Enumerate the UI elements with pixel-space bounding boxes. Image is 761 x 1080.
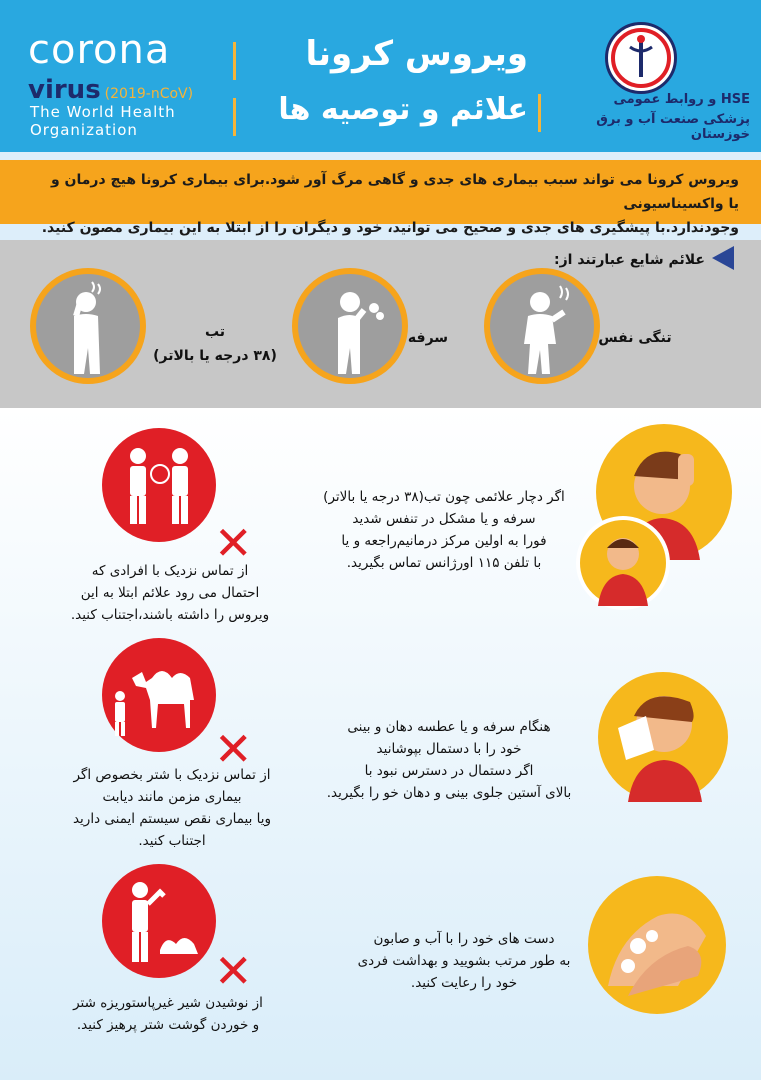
advice-text-2: [316, 716, 582, 804]
header-en-corona: corona: [28, 27, 171, 73]
camel-contact-icon: [102, 638, 216, 752]
x-mark-icon: ✕: [214, 944, 253, 998]
avoid-2-line2: بیماری مزمن مانند دیابت: [102, 789, 242, 805]
close-contact-icon: [102, 428, 216, 542]
fa-title-line2: علائم و توصیه ها: [278, 92, 528, 127]
advice-3-line3: خود را رعایت کنید.: [410, 975, 518, 991]
advice-1-line4: با تلفن ۱۱۵ اورژانس تماس بگیرید.: [346, 555, 542, 571]
avoid-2-line1: از تماس نزدیک با شتر بخصوص اگر: [73, 767, 271, 783]
advice-3-line1: دست های خود را با آب و صابون: [373, 931, 555, 947]
advice-text-1: [316, 486, 572, 574]
avoid-1-line2: احتمال می رود علائم ابتلا به این: [80, 585, 260, 601]
header-en-who-line2: Organization: [30, 121, 138, 139]
advice-2-line3: اگر دستمال در دسترس نبود با: [364, 763, 534, 779]
shortness-of-breath-icon: [484, 268, 600, 384]
avoid-text-3: [50, 992, 286, 1036]
x-mark-icon: ✕: [214, 516, 253, 570]
avoid-1-line3: ویروس را داشته باشند،اجتناب کنید.: [70, 607, 270, 623]
title-divider-left-2: [233, 98, 236, 136]
logo-icon: [608, 25, 674, 91]
avoid-1-line1: از تماس نزدیک با افرادی که: [91, 563, 249, 579]
triangle-marker-icon: [712, 246, 734, 270]
avoid-2-line4: اجتناب کنید.: [138, 833, 206, 849]
symptoms-heading: علائم شایع عبارتند از:: [553, 252, 705, 268]
advice-1-line3: فورا به اولین مرکز درمانیم‌راجعه و یا: [341, 533, 547, 549]
advice-1-line2: سرفه و یا مشکل در تنفس شدید: [352, 511, 536, 527]
org-name-line2: پزشکی صنعت آب و برق خوزستان: [596, 112, 750, 142]
avoid-text-1: [60, 560, 280, 626]
intro-text: [39, 168, 739, 240]
fever-icon: [30, 268, 146, 384]
symptom-label-breath: تنگی نفس: [598, 330, 672, 346]
camel-milk-icon: [102, 864, 216, 978]
virus-code: (2019-nCoV): [104, 86, 194, 102]
advice-3-line2: به طور مرتب بشویید و بهداشت فردی: [357, 953, 571, 969]
avoid-2-line3: ویا بیماری نقص سیستم ایمنی دارید: [72, 811, 272, 827]
symptom-label-fever-detail: (۳۸ درجه یا بالاتر): [153, 348, 277, 364]
symptom-label-cough: سرفه: [407, 330, 449, 346]
intro-line2: وجودندارد.با پیشگیری های جدی و صحیح می توانید، خود و دیگران را از ابتلا به این بیماری مصون کنید.: [41, 220, 739, 236]
avoid-text-2: [54, 764, 290, 852]
title-divider-left: [233, 42, 236, 80]
avoid-3-line2: و خوردن گوشت شتر پرهیز کنید.: [76, 1017, 260, 1033]
intro-line1: ویروس کرونا می تواند سبب بیماری های جدی و گاهی مرگ آور شود.برای بیماری کرونا هیچ درمان و یا واکسیناسیونی: [50, 172, 739, 212]
x-mark-icon: ✕: [214, 722, 253, 776]
header-en-who-line1: The World Health: [30, 103, 176, 121]
advice-2-line2: خود را با دستمال بپوشانید: [376, 741, 522, 757]
symptom-label-fever: تب: [204, 324, 226, 340]
advice-2-line4: بالای آستین جلوی بینی و دهان خو را بگیرید.: [326, 785, 572, 801]
intro-banner: [0, 160, 761, 236]
cough-icon: [292, 268, 408, 384]
avoid-3-line1: از نوشیدن شیر غیرپاستوریزه شتر: [73, 995, 263, 1011]
organization-logo: [605, 22, 677, 94]
fa-title-line1: ویروس کرونا: [305, 34, 528, 74]
advice-text-3: [346, 928, 582, 994]
advice-1-line1: اگر دچار علائمی چون تب(۳۸ درجه یا بالاتر): [323, 489, 565, 505]
advice-2-line1: هنگام سرفه و یا عطسه دهان و بینی: [347, 719, 551, 735]
handwashing-illustration: [588, 876, 726, 1014]
virus-word: virus: [28, 75, 101, 105]
sneeze-illustration: [598, 672, 728, 802]
sick-child-illustration: [576, 516, 670, 610]
org-name-line1: HSE و روابط عمومی: [613, 92, 750, 107]
